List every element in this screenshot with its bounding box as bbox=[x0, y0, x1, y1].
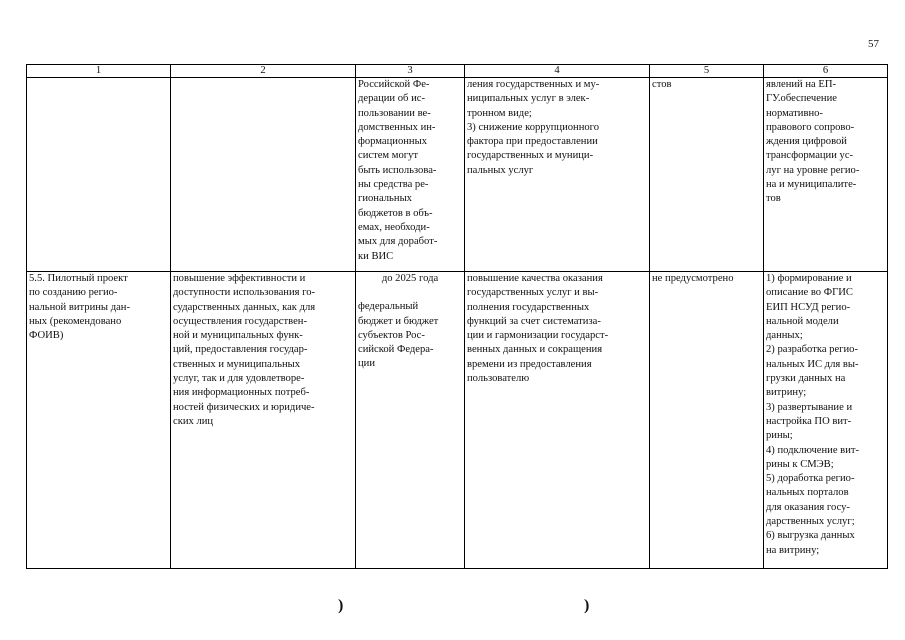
funding-text bbox=[358, 300, 462, 371]
column-header: 2 bbox=[171, 65, 356, 78]
handwritten-mark: ) bbox=[338, 597, 344, 614]
text-line: явлений на ЕП- bbox=[766, 79, 837, 90]
column-header: 5 bbox=[650, 65, 764, 78]
text-line: систем могут bbox=[358, 150, 419, 162]
text-line: нормативно- bbox=[766, 107, 823, 119]
text-line: описание во ФГИС bbox=[766, 287, 853, 299]
text-line: емах, необходи- bbox=[358, 221, 430, 233]
document-table bbox=[26, 64, 888, 569]
text-line: ной и муниципальных функ- bbox=[173, 330, 303, 342]
cell-actions bbox=[764, 272, 888, 569]
text-line: настройка ПО вит- bbox=[766, 415, 852, 427]
text-line: тронном виде; bbox=[467, 107, 532, 119]
text-line: функций за счет систематиза- bbox=[467, 315, 601, 327]
text-line: субъектов Рос- bbox=[358, 329, 425, 341]
text-line: 2) разработка регио- bbox=[766, 344, 859, 356]
column-header: 4 bbox=[465, 65, 650, 78]
text-line: повышение качества оказания bbox=[467, 273, 603, 284]
text-line: Российской Фе- bbox=[358, 79, 430, 90]
text-line: пальных услуг bbox=[467, 164, 534, 176]
text-line: 6) выгрузка данных bbox=[766, 530, 855, 542]
text-line: на и муниципалите- bbox=[766, 179, 857, 191]
cell-effect bbox=[465, 272, 650, 569]
cell-cost bbox=[650, 272, 764, 569]
text-line: ных (рекомендовано bbox=[29, 315, 122, 327]
text-line: 3) снижение коррупционного bbox=[467, 121, 600, 133]
column-number-row bbox=[27, 65, 888, 78]
text-line: 5) доработка регио- bbox=[766, 473, 855, 485]
text-line: правового сопрово- bbox=[766, 121, 855, 133]
text-line: витрину; bbox=[766, 387, 807, 399]
text-line: ций, предоставления государ- bbox=[173, 344, 308, 356]
text-line: бюджетов в объ- bbox=[358, 207, 433, 219]
text-line: ФОИВ) bbox=[29, 330, 64, 342]
text-line: фактора при предоставлении bbox=[467, 136, 598, 148]
text-line: данных; bbox=[766, 330, 803, 342]
text-line: не предусмотрено bbox=[652, 273, 734, 284]
text-line: гиональных bbox=[358, 193, 412, 205]
text-line: стов bbox=[652, 79, 672, 90]
text-line: ны средства ре- bbox=[358, 179, 429, 191]
text-line: нальной витрины дан- bbox=[29, 301, 130, 313]
cell-actions bbox=[764, 78, 888, 272]
text-line: ции bbox=[358, 358, 376, 370]
text-line: рины; bbox=[766, 430, 793, 442]
text-line: на витрину; bbox=[766, 544, 820, 556]
text-line: венных данных и сокращения bbox=[467, 344, 603, 356]
column-header: 1 bbox=[27, 65, 171, 78]
text-line: 4) подключение вит- bbox=[766, 444, 860, 456]
text-line: формационных bbox=[358, 136, 428, 148]
cell-effect bbox=[465, 78, 650, 272]
text-line: луг на уровне регио- bbox=[766, 164, 860, 176]
table-row bbox=[27, 272, 888, 569]
handwritten-mark: ) bbox=[584, 597, 590, 614]
text-line: 3) развертывание и bbox=[766, 401, 853, 413]
text-line: грузки данных на bbox=[766, 373, 846, 385]
text-line: государственных услуг и вы- bbox=[467, 287, 599, 299]
text-line: осуществления государствен- bbox=[173, 315, 307, 327]
text-line: доступности использования го- bbox=[173, 287, 316, 299]
text-line: ления государственных и му- bbox=[467, 79, 600, 90]
text-line: ниципальных услуг в элек- bbox=[467, 93, 590, 105]
text-line: дерации об ис- bbox=[358, 93, 425, 105]
text-line: государственных и муници- bbox=[467, 150, 594, 162]
text-line: рины к СМЭВ; bbox=[766, 458, 834, 470]
cell-cost bbox=[650, 78, 764, 272]
text-line: 5.5. Пилотный проект bbox=[29, 273, 128, 284]
text-line: ских лиц bbox=[173, 415, 214, 427]
text-line: сийской Федера- bbox=[358, 344, 434, 356]
text-line: ки ВИС bbox=[358, 250, 394, 262]
text-line: нальной модели bbox=[766, 315, 839, 327]
text-line: мых для доработ- bbox=[358, 236, 438, 248]
text-line: нальных ИС для вы- bbox=[766, 358, 859, 370]
page-number: 57 bbox=[868, 38, 879, 50]
cell-project bbox=[27, 78, 171, 272]
text-line: 1) формирование и bbox=[766, 273, 852, 284]
text-line: ния информационных потреб- bbox=[173, 387, 310, 399]
text-line: трансформации ус- bbox=[766, 150, 854, 162]
cell-goal bbox=[171, 272, 356, 569]
text-line: полнения государственных bbox=[467, 301, 590, 313]
cell-goal bbox=[171, 78, 356, 272]
text-line: повышение эффективности и bbox=[173, 273, 306, 284]
cell-project bbox=[27, 272, 171, 569]
text-line: пользовании ве- bbox=[358, 107, 431, 119]
text-line: ции и гармонизации государст- bbox=[467, 330, 609, 342]
column-header: 3 bbox=[356, 65, 465, 78]
text-line: пользователю bbox=[467, 373, 530, 385]
deadline-text: до 2025 года bbox=[381, 273, 439, 284]
text-line: по созданию регио- bbox=[29, 287, 118, 299]
text-line: для оказания госу- bbox=[766, 501, 850, 513]
text-line: услуг, так и для удовлетворе- bbox=[173, 373, 305, 385]
text-line: домственных ин- bbox=[358, 121, 436, 133]
text-line: сударственных данных, как для bbox=[173, 301, 316, 313]
text-line: ЕИП НСУД регио- bbox=[766, 301, 851, 313]
text-line: времени из предоставления bbox=[467, 358, 592, 370]
text-line: быть использова- bbox=[358, 164, 437, 176]
text-line: ностей физических и юридиче- bbox=[173, 401, 315, 413]
text-line: федеральный bbox=[358, 301, 419, 313]
column-header: 6 bbox=[764, 65, 888, 78]
text-line: дарственных услуг; bbox=[766, 516, 855, 528]
text-line: ГУ.обеспечение bbox=[766, 93, 837, 105]
text-line: бюджет и бюджет bbox=[358, 315, 439, 327]
text-line: нальных порталов bbox=[766, 487, 849, 499]
text-line: тов bbox=[766, 193, 781, 205]
text-line: ственных и муниципальных bbox=[173, 358, 301, 370]
table-row bbox=[27, 78, 888, 272]
cell-deadline-funding bbox=[356, 78, 465, 272]
cell-deadline-funding bbox=[356, 272, 465, 569]
text-line: ждения цифровой bbox=[766, 136, 847, 148]
